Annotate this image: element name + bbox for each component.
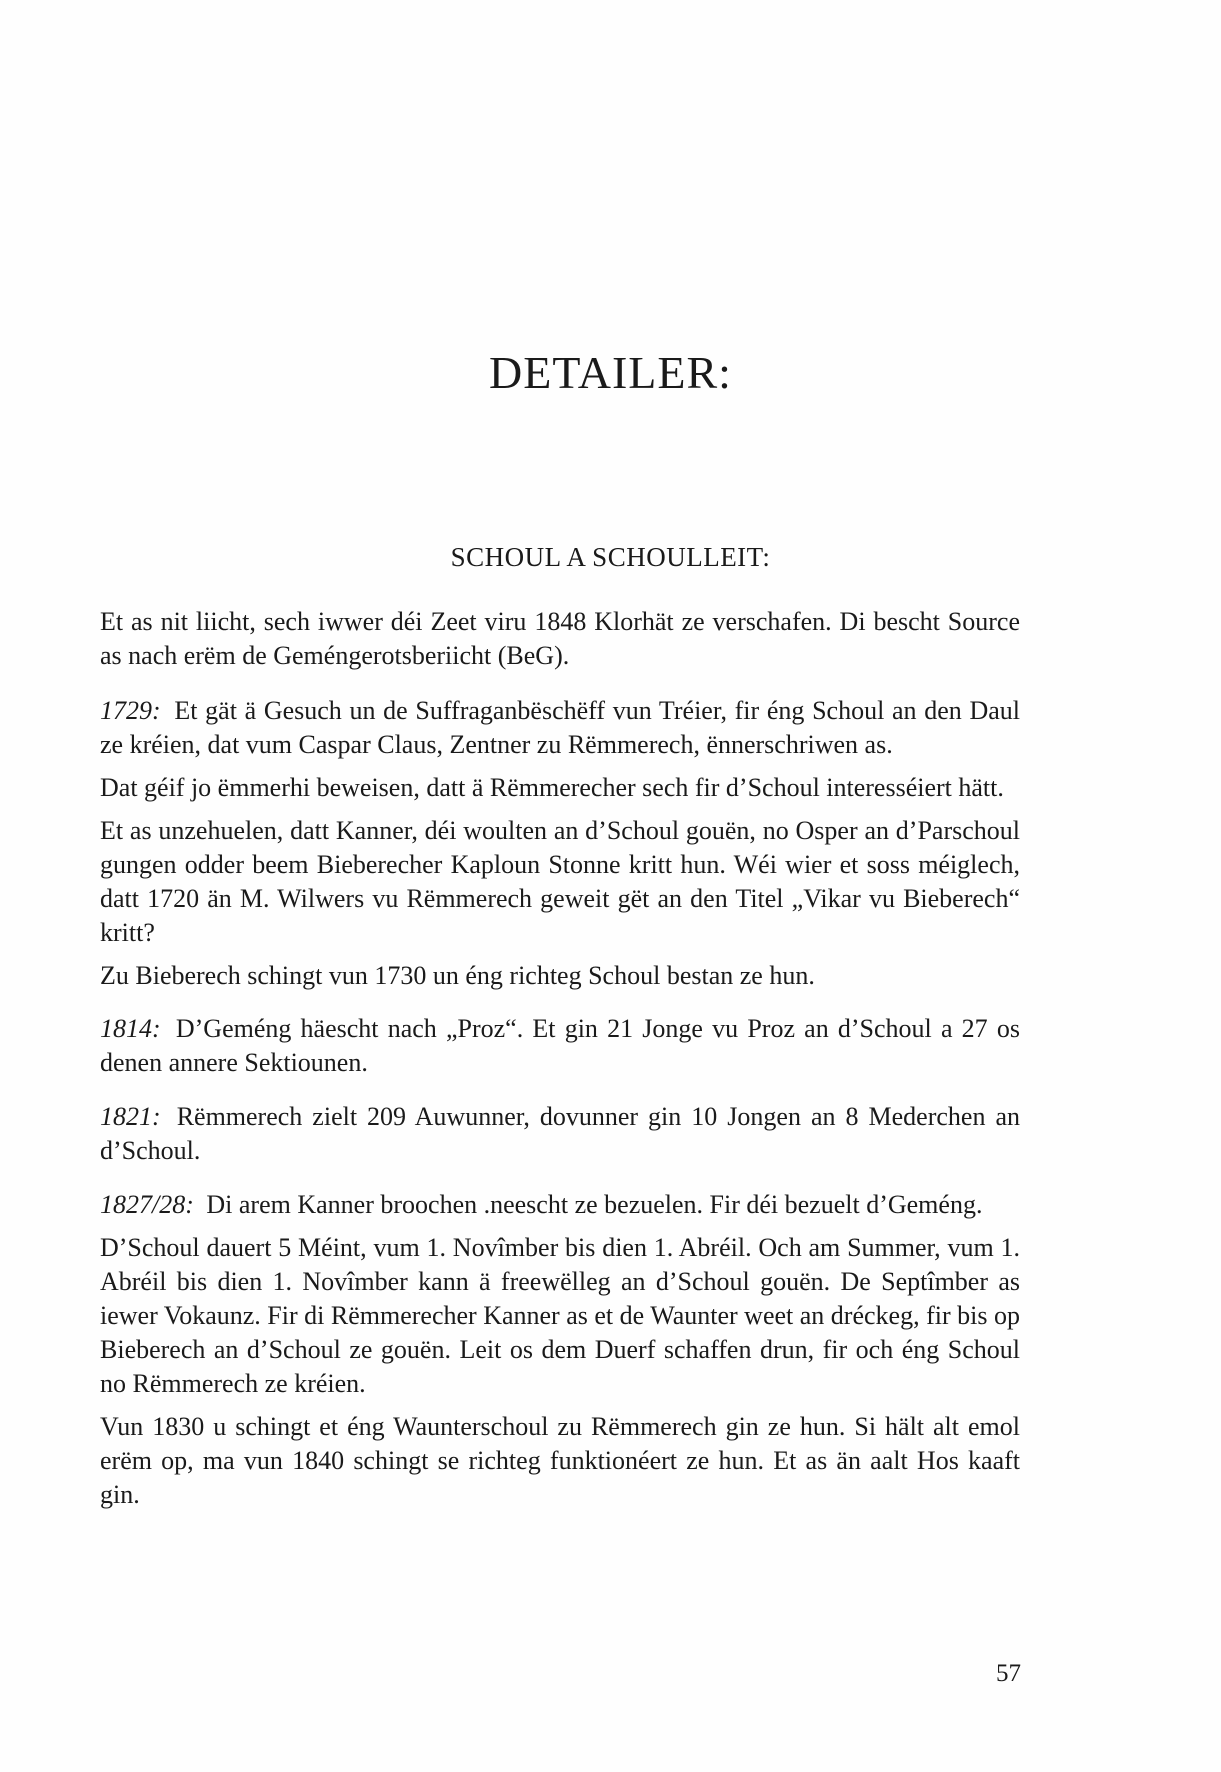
paragraph-text: Vun 1830 u schingt et éng Waunterschoul zu Rëmmerech gin ze hun. Si hält alt emol erëm op, ma vun 1840 schingt se richteg funktionéert ze hun. Et as än aalt Hos kaaft gin. [100,1412,1020,1509]
page-title: DETAILER: [489,347,732,398]
paragraph [100,1100,1020,1168]
paragraph [100,771,1020,805]
year-label: 1814: [100,1014,161,1043]
year-label: 1827/28: [100,1190,194,1219]
paragraph-text: Zu Bieberech schingt vun 1730 un éng richteg Schoul bestan ze hun. [100,961,815,990]
paragraph [100,1012,1020,1080]
paragraph-text: Rëmmerech zielt 209 Auwunner, dovunner gin 10 Jongen an 8 Mederchen an d’Schoul. [100,1102,1021,1165]
paragraph-text: D’Geméng häescht nach „Proz“. Et gin 21 Jonge vu Proz an d’Schoul a 27 os denen annere Sektiounen. [100,1014,1020,1077]
paragraph-text: Et gät ä Gesuch un de Suffraganbëschëff vun Tréier, fir éng Schoul an den Daul ze kréien, dat vum Caspar Claus, Zentner zu Rëmmerech, ënnerschriwen as. [100,696,1020,759]
year-label: 1729: [100,696,161,725]
paragraph-text: Et as unzehuelen, datt Kanner, déi woulten an d’Schoul gouën, no Osper an d’Parschoul gungen odder beem Bieberecher Kaploun Stonne kritt hun. Wéi wier et soss méiglech, datt 1720 än M. Wilwers vu Rëmmerech geweit gët an den Titel „Vikar vu Bieberech“ kritt? [100,816,1020,947]
paragraph [100,959,1020,993]
paragraph-text: D’Schoul dauert 5 Méint, vum 1. Novîmber bis dien 1. Abréil. Och am Summer, vum 1. Abréil bis dien 1. Novîmber kann ä freewëlleg an d’Schoul gouën. De Septîmber as iewer Vokaunz. Fir di Rëmmerecher Kanner as et de Waunter weet an dréckeg, fir bis op Bieberech an d’Schoul ze gouën. Leit os dem Duerf schaffen drun, fir och éng Schoul no Rëmmerech ze kréien. [100,1233,1020,1398]
section-title: SCHOUL A SCHOULLEIT: [450,542,771,572]
paragraph-text: Di arem Kanner broochen .neescht ze bezuelen. Fir déi bezuelt d’Geméng. [206,1190,983,1219]
paragraph-text: Dat géif jo ëmmerhi beweisen, datt ä Rëmmerecher sech fir d’Schoul interesséiert hätt. [100,773,1004,802]
paragraph [100,605,1020,673]
body-text [100,605,1020,1512]
page-number: 57 [996,1660,1021,1687]
paragraph [100,814,1020,950]
paragraph [100,1231,1020,1401]
year-label: 1821: [100,1102,161,1131]
paragraph [100,1410,1020,1512]
paragraph-text: Et as nit liicht, sech iwwer déi Zeet viru 1848 Klorhät ze verschafen. Di bescht Source as nach erëm de Geméngerotsberiicht (BeG). [100,607,1020,670]
paragraph [100,1188,1020,1222]
paragraph [100,694,1020,762]
